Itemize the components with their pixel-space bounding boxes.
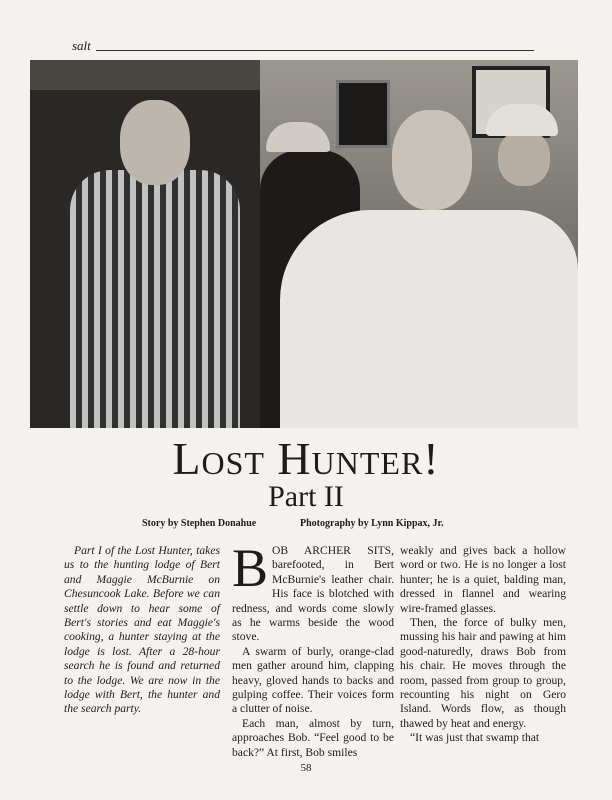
intro-column [64,544,220,717]
paragraph: Each man, almost by turn, approaches Bob. “Feel good to be back?” At first, Bob smiles [232,716,394,759]
paragraph: weakly and gives back a hollow word or two. He is no longer a lost hunter; he is a quiet, balding man, dressed in flannel and wearing wire-framed glasses. [400,544,566,615]
paragraph: “It was just that swamp that [410,731,540,745]
article-photo [30,60,578,428]
story-credit: Story by Stephen Donahue [142,518,257,529]
paragraph: OB ARCHER SITS, barefooted, in Bert McBurnie's leather chair. His face is blotched with redness, and words come slowly as he warms beside the wood stove. [232,544,394,644]
body-column-2 [400,544,566,746]
photo-credit: Photography by Lynn Kippax, Jr. [300,518,444,529]
wall-picture [336,80,390,148]
article-title: Lost Hunter! [172,433,440,484]
body-column-1 [232,538,394,760]
article-subtitle: Part II [268,480,344,513]
paragraph: Then, the force of bulky men, mussing his hair and pawing at him good-naturedly, draws Bob from his chair. He moves through the room, passed from group to group, recounting his night on Gero Island. Words flow, as though thawed by heat and energy. [400,616,566,730]
section-header: salt [72,38,91,53]
page-number: 58 [300,762,312,774]
drop-cap: B [232,538,269,598]
header-rule [96,50,534,51]
paragraph: A swarm of burly, orange-clad men gather around him, clapping heavy, gloved hands to backs and gulping coffee. Their voices form a clutter of noise. [232,644,394,716]
intro-text: Part I of the Lost Hunter, takes us to the hunting lodge of Bert and Maggie McBurnie on Chesuncook Lake. Before we can settle down to hear some of Bert's stories and eat Maggie's cooking, a hunter staying at the lodge is lost. After a 28-hour search he is found and returned to the lodge. We are now in the lodge with Bert, the hunter and the search party. [64,544,220,716]
